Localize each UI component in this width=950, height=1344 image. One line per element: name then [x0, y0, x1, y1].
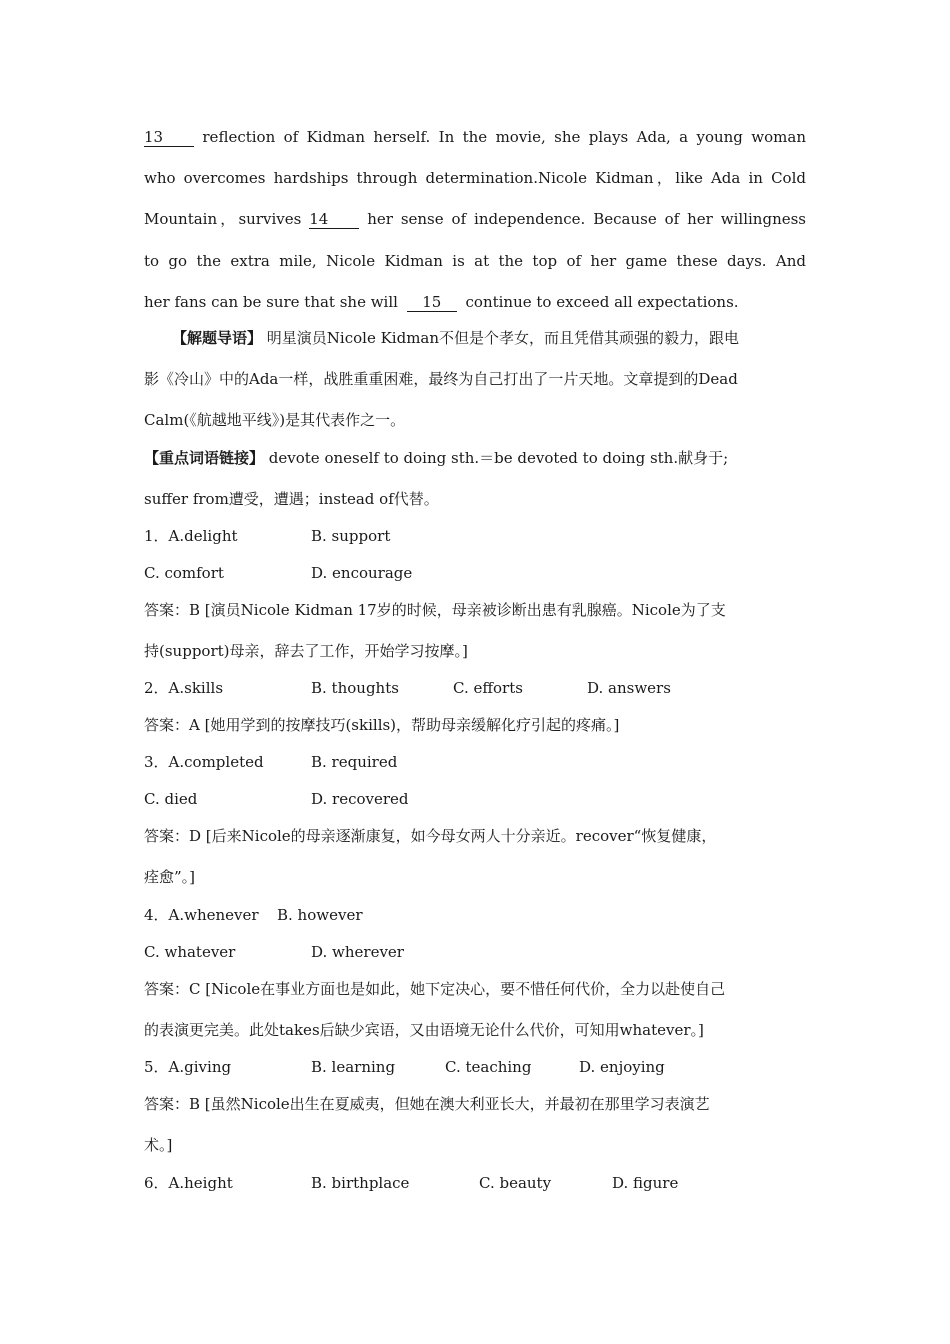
question-5-option-d: D. enjoying — [579, 1058, 665, 1076]
question-6-option-d: D. figure — [612, 1174, 679, 1192]
passage-line-3 — [144, 209, 806, 229]
question-5-answer: 答案：B [虽然Nicole出生在夏威夷，但她在澳大利亚长大，并最初在那里学习表演艺 — [144, 1095, 710, 1113]
question-4-option-d: D. wherever — [311, 943, 404, 961]
passage-line-5 — [144, 292, 739, 312]
question-6-option-b: B. birthplace — [311, 1174, 410, 1192]
question-5-option-c: C. teaching — [445, 1058, 532, 1076]
vocab-line-2: suffer from遭受，遭遇；instead of代替。 — [144, 490, 439, 508]
question-1-answer-cont: 持(support)母亲，辞去了工作，开始学习按摩。] — [144, 642, 468, 660]
guide-line-1 — [172, 328, 739, 348]
passage-line-1 — [144, 127, 806, 147]
guide-line-3: Calm(《航越地平线》)是其代表作之一。 — [144, 411, 406, 429]
question-1-option-b: B. support — [311, 527, 391, 545]
question-6-option-c: C. beauty — [479, 1174, 552, 1192]
blank-15: 15 — [407, 294, 457, 312]
question-6-option-a: 6．A.height — [144, 1174, 233, 1192]
question-1-option-a: 1．A.delight — [144, 527, 238, 545]
passage-text: Mountain，survives — [144, 210, 302, 228]
question-4-answer-cont: 的表演更完美。此处takes后缺少宾语，又由语境无论什么代价，可知用whatever。] — [144, 1021, 704, 1039]
question-4-option-a: 4．A.whenever — [144, 906, 259, 924]
vocab-line-1 — [144, 448, 728, 468]
question-1-answer: 答案：B [演员Nicole Kidman 17岁的时候，母亲被诊断出患有乳腺癌。Nicole为了支 — [144, 601, 726, 619]
question-3-answer: 答案：D [后来Nicole的母亲逐渐康复，如今母女两人十分亲近。recover“恢复健康， — [144, 827, 717, 845]
question-2-option-a: 2．A.skills — [144, 679, 224, 697]
question-3-answer-cont: 痊愈”。] — [144, 868, 196, 886]
passage-line-2: who overcomes hardships through determination.Nicole Kidman，like Ada in Cold — [144, 169, 806, 187]
question-3-option-c: C. died — [144, 790, 198, 808]
guide-label: 【解题导语】 — [172, 329, 263, 347]
question-3-option-a: 3．A.completed — [144, 753, 264, 771]
question-5-answer-cont: 术。] — [144, 1136, 173, 1154]
blank-14: 14 — [309, 211, 359, 229]
question-2-option-b: B. thoughts — [311, 679, 399, 697]
question-4-option-c: C. whatever — [144, 943, 236, 961]
question-4-option-b: B. however — [277, 906, 363, 924]
question-3-option-d: D. recovered — [311, 790, 409, 808]
question-2-answer: 答案：A [她用学到的按摩技巧(skills)，帮助母亲缓解化疗引起的疼痛。] — [144, 716, 620, 734]
question-2-option-c: C. efforts — [453, 679, 523, 697]
guide-text: 明星演员Nicole Kidman不但是个孝女，而且凭借其顽强的毅力，跟电 — [266, 329, 740, 347]
blank-13: 13 — [144, 129, 194, 147]
question-1-option-c: C. comfort — [144, 564, 224, 582]
question-2-option-d: D. answers — [587, 679, 671, 697]
question-5-option-a: 5．A.giving — [144, 1058, 232, 1076]
question-3-option-b: B. required — [311, 753, 398, 771]
vocab-label: 【重点词语链接】 — [144, 449, 265, 467]
passage-line-4: to go the extra mile, Nicole Kidman is at the top of her game these days. And — [144, 252, 806, 270]
question-5-option-b: B. learning — [311, 1058, 396, 1076]
vocab-text: devote oneself to doing sth.＝be devoted to doing sth.献身于; — [268, 449, 729, 467]
passage-text: reflection of Kidman herself. In the movie, she plays Ada, a young woman — [202, 128, 806, 146]
passage-text: continue to exceed all expectations. — [465, 293, 739, 311]
passage-text: her sense of independence. Because of her willingness — [367, 210, 807, 228]
passage-text: her fans can be sure that she will — [144, 293, 398, 311]
question-1-option-d: D. encourage — [311, 564, 413, 582]
question-4-answer: 答案：C [Nicole在事业方面也是如此，她下定决心，要不惜任何代价，全力以赴使自己 — [144, 980, 726, 998]
guide-line-2: 影《冷山》中的Ada一样，战胜重重困难，最终为自己打出了一片天地。文章提到的Dead — [144, 370, 738, 388]
